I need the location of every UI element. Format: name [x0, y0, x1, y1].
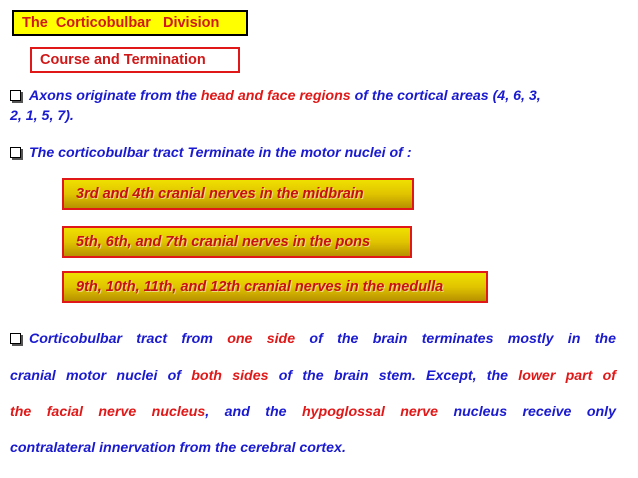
bullet3-l2-a: cranial motor nuclei of: [10, 368, 192, 384]
bullet2-text: The corticobulbar tract Terminate in the motor nuclei of :: [29, 145, 412, 161]
bullet3-l2-b: of the brain stem. Except, the: [268, 368, 519, 384]
bullet-axons-origin: [10, 86, 618, 126]
bullet-bilateral-line2: [10, 366, 616, 386]
bullet3-l2-red2: lower part of: [518, 368, 616, 384]
nuclei-box-midbrain: 3rd and 4th cranial nerves in the midbrain: [62, 178, 414, 210]
checkbox-bullet-icon: [10, 333, 21, 344]
bullet3-l4: contralateral innervation from the cerebral cortex.: [10, 440, 346, 456]
bullet-termination: [10, 143, 618, 163]
bullet3-l3-red1: the facial nerve nucleus: [10, 404, 206, 420]
bullet1-line2: 2, 1, 5, 7).: [10, 108, 74, 124]
bullet3-l3-red2: hypoglossal nerve: [302, 404, 439, 420]
bullet3-l1-red: one side: [227, 331, 296, 347]
nuclei-box-pons: 5th, 6th, and 7th cranial nerves in the pons: [62, 226, 412, 258]
nuclei-box-medulla: 9th, 10th, 11th, and 12th cranial nerves in the medulla: [62, 271, 488, 303]
bullet-bilateral-line3: [10, 402, 616, 422]
checkbox-bullet-icon: [10, 90, 21, 101]
bullet3-l3-a: , and the: [205, 404, 302, 420]
bullet1-text-start: Axons originate from the: [29, 88, 201, 104]
bullet3-l1-a: Corticobulbar tract from: [29, 331, 228, 347]
slide-subtitle: Course and Termination: [30, 47, 240, 73]
bullet-bilateral-line1: [10, 329, 616, 349]
bullet-bilateral-line4: [10, 438, 616, 458]
slide-title: The Corticobulbar Division: [12, 10, 248, 36]
checkbox-bullet-icon: [10, 147, 21, 158]
bullet3-l3-b: nucleus receive only: [438, 404, 617, 420]
bullet3-l1-b: of the brain terminates mostly in the: [295, 331, 616, 347]
bullet3-l2-red1: both sides: [191, 368, 269, 384]
bullet1-text-end: of the cortical areas (4, 6, 3,: [350, 88, 541, 104]
bullet1-highlight: head and face regions: [200, 88, 351, 104]
